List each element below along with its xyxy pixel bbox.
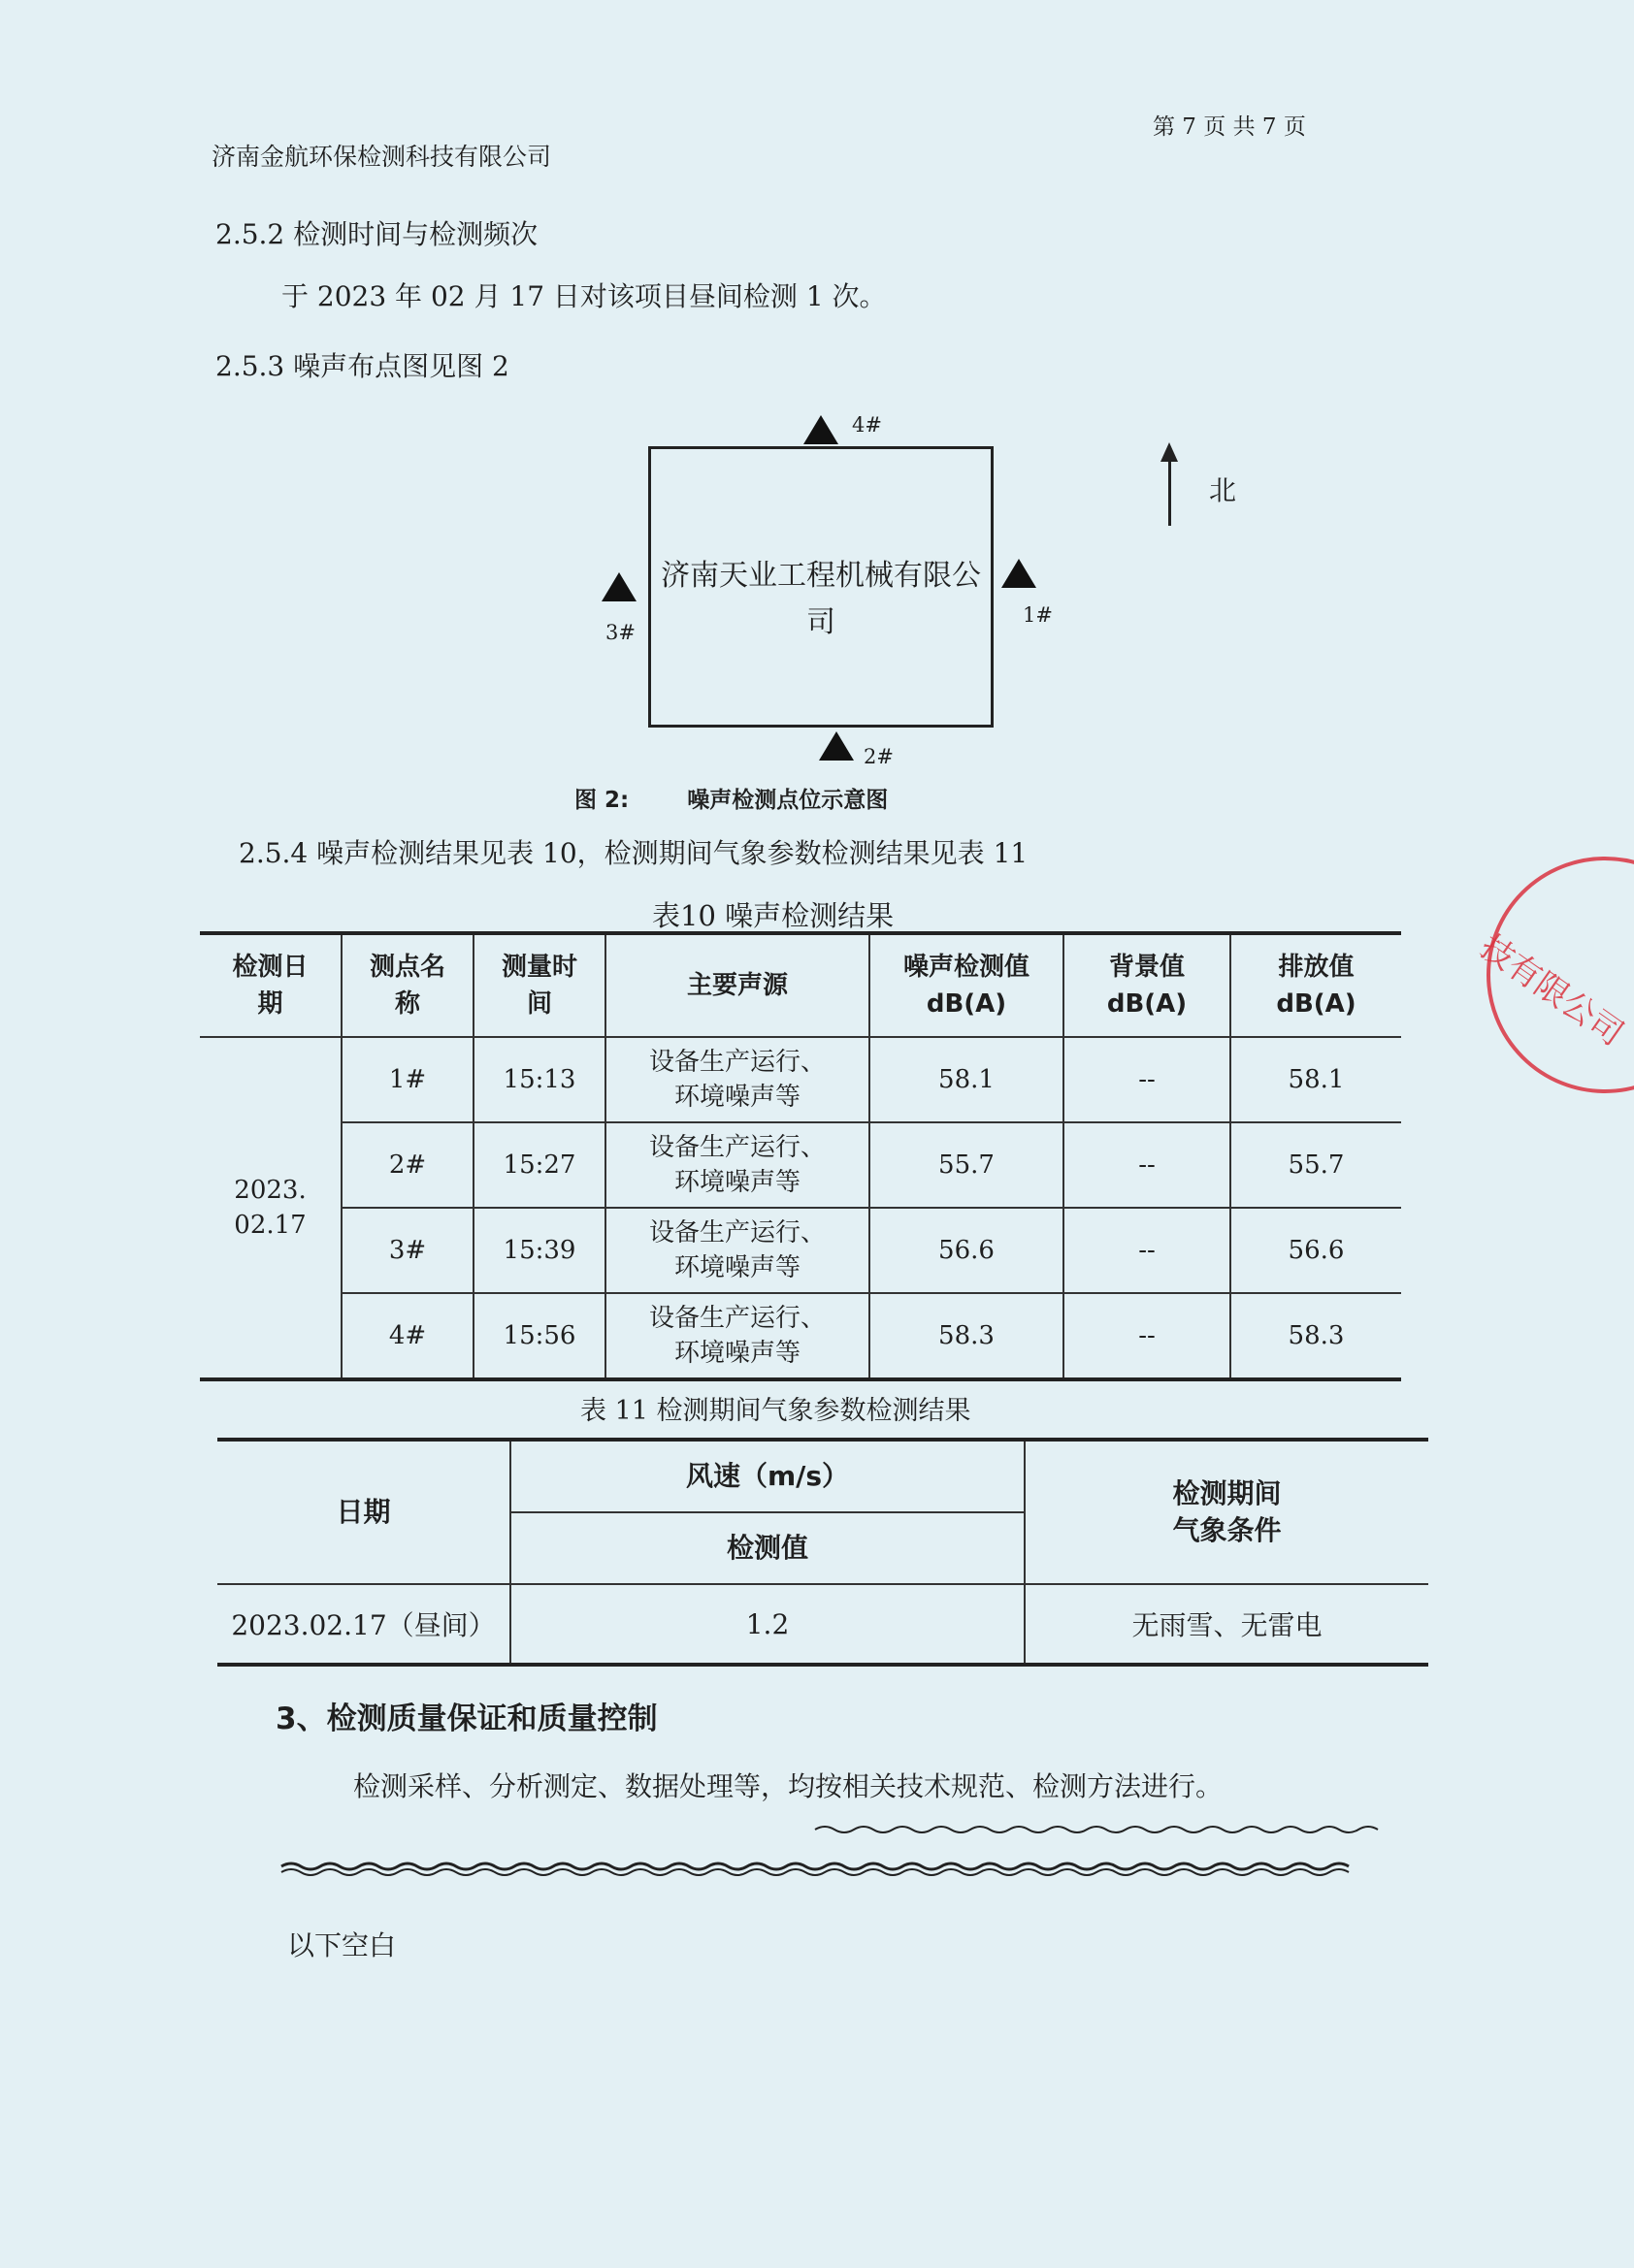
table10-header-time: 测量时间: [474, 933, 605, 1037]
table11-header-measured: 检测值: [510, 1512, 1025, 1584]
point-3-label: 3#: [605, 621, 636, 644]
point-2-marker: [819, 731, 854, 761]
section-3-title: 3、检测质量保证和质量控制: [276, 1701, 658, 1736]
table10-point: 1#: [342, 1037, 474, 1122]
figure-caption-prefix: 图 2:: [574, 788, 630, 813]
table11-weather: 无雨雪、无雷电: [1025, 1584, 1428, 1665]
table10-date-cell: 2023. 02.17: [200, 1037, 342, 1379]
section-2-5-4-title: 2.5.4 噪声检测结果见表 10，检测期间气象参数检测结果见表 11: [239, 837, 1029, 869]
table-row: [200, 1208, 1401, 1293]
table10-source: 设备生产运行、环境噪声等: [605, 1122, 869, 1208]
table10-background: --: [1063, 1037, 1230, 1122]
north-arrow-line: [1168, 448, 1171, 526]
table10-header-measured: 噪声检测值 dB(A): [869, 933, 1063, 1037]
table10-point: 2#: [342, 1122, 474, 1208]
table10-time: 15:13: [474, 1037, 605, 1122]
table11-header-date: 日期: [217, 1440, 510, 1584]
table10-point: 3#: [342, 1208, 474, 1293]
weather-table: [217, 1438, 1428, 1667]
table10-emission: 55.7: [1230, 1122, 1401, 1208]
table-row: [217, 1584, 1428, 1665]
table10-measured: 56.6: [869, 1208, 1063, 1293]
table10-time: 15:39: [474, 1208, 605, 1293]
table10-caption: 表10 噪声检测结果: [652, 899, 895, 932]
table-row: [200, 1122, 1401, 1208]
point-2-label: 2#: [864, 745, 894, 768]
table-row: [200, 1037, 1401, 1122]
table10-header-background: 背景值 dB(A): [1063, 933, 1230, 1037]
table10-measured: 58.1: [869, 1037, 1063, 1122]
table10-emission: 58.1: [1230, 1037, 1401, 1122]
end-note: 以下空白: [287, 1929, 397, 1961]
section-2-5-3-title: 2.5.3 噪声布点图见图 2: [215, 350, 509, 382]
table10-emission: 56.6: [1230, 1208, 1401, 1293]
point-1-marker: [1001, 559, 1036, 588]
north-label: 北: [1209, 474, 1237, 506]
table10-emission: 58.3: [1230, 1293, 1401, 1379]
table10-measured: 58.3: [869, 1293, 1063, 1379]
table10-source: 设备生产运行、环境噪声等: [605, 1037, 869, 1122]
company-seal-stamp: [1440, 863, 1634, 1086]
noise-results-table: [200, 931, 1401, 1381]
table10-background: --: [1063, 1122, 1230, 1208]
table10-source: 设备生产运行、环境噪声等: [605, 1208, 869, 1293]
point-1-label: 1#: [1023, 603, 1053, 627]
table10-measured: 55.7: [869, 1122, 1063, 1208]
end-wavy-line: [281, 1824, 1397, 1882]
table10-time: 15:56: [474, 1293, 605, 1379]
table-row: [200, 1293, 1401, 1379]
table10-point: 4#: [342, 1293, 474, 1379]
figure-caption-text: 噪声检测点位示意图: [687, 788, 889, 813]
table10-header-source: 主要声源: [605, 933, 869, 1037]
table10-header-emission: 排放值 dB(A): [1230, 933, 1401, 1037]
page-number: 第 7 页 共 7 页: [1153, 114, 1306, 140]
table10-time: 15:27: [474, 1122, 605, 1208]
table11-wind: 1.2: [510, 1584, 1025, 1665]
table10-background: --: [1063, 1293, 1230, 1379]
table10-background: --: [1063, 1208, 1230, 1293]
point-4-label: 4#: [852, 413, 882, 437]
table10-source: 设备生产运行、环境噪声等: [605, 1293, 869, 1379]
table10-header-date: 检测日期: [200, 933, 342, 1037]
section-2-5-2-title: 2.5.2 检测时间与检测频次: [215, 218, 539, 250]
company-header: 济南金航环保检测科技有限公司: [212, 143, 552, 171]
point-4-marker: [803, 415, 838, 444]
table11-header-wind: 风速（m/s）: [510, 1440, 1025, 1512]
table11-caption: 表 11 检测期间气象参数检测结果: [580, 1396, 971, 1426]
site-box-label: 济南天业工程机械有限公司: [661, 559, 981, 639]
figure-caption: [574, 782, 888, 814]
table10-header-row: [200, 933, 1401, 1037]
table11-header-weather: 检测期间 气象条件: [1025, 1440, 1428, 1584]
section-2-5-2-text: 于 2023 年 02 月 17 日对该项目昼间检测 1 次。: [281, 280, 887, 312]
table11-date: 2023.02.17（昼间）: [217, 1584, 510, 1665]
table11-header-row: [217, 1440, 1428, 1512]
point-3-marker: [602, 572, 637, 601]
svg-text:技有限公司: 技有限公司: [1472, 926, 1631, 1054]
section-3-text: 检测采样、分析测定、数据处理等，均按相关技术规范、检测方法进行。: [353, 1770, 1224, 1802]
table10-header-point: 测点名称: [342, 933, 474, 1037]
